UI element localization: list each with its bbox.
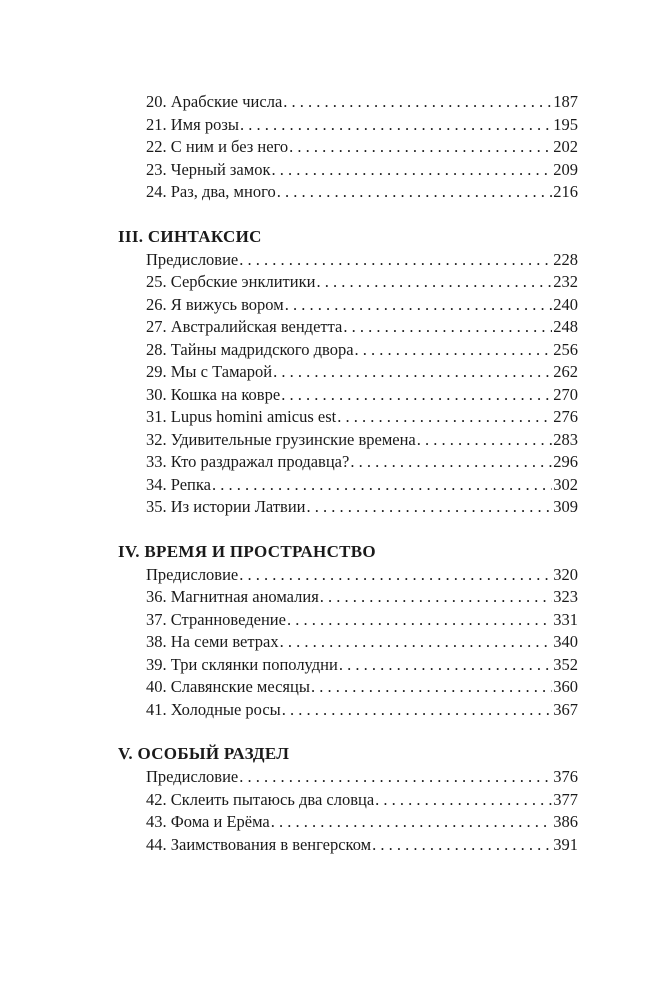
leader-dots (281, 384, 552, 407)
entry-title: 38. На семи ветрах (146, 632, 279, 651)
toc-entry[interactable] (146, 811, 578, 834)
leader-dots (343, 316, 552, 339)
entry-title: 23. Черный замок (146, 159, 271, 179)
section-special (118, 742, 578, 856)
page-number: 270 (553, 384, 578, 404)
toc-entry[interactable] (146, 339, 578, 362)
toc-entry[interactable] (146, 294, 578, 317)
page-number: 391 (553, 834, 578, 854)
toc-entry[interactable] (146, 249, 578, 272)
page-number: 256 (553, 339, 578, 359)
toc-entry[interactable] (146, 136, 578, 159)
page-number: 262 (553, 362, 578, 381)
page-number: 209 (553, 159, 578, 179)
leader-dots (375, 789, 552, 812)
toc-entry[interactable] (146, 361, 578, 384)
page-number: 340 (553, 632, 578, 651)
toc-entry[interactable] (146, 406, 578, 429)
leader-dots (273, 361, 552, 384)
page-number: 232 (553, 272, 578, 291)
leader-dots (355, 339, 553, 362)
toc-entry[interactable] (146, 181, 578, 204)
leader-dots (307, 496, 553, 519)
leader-dots (417, 429, 552, 452)
page-number: 195 (553, 114, 578, 134)
page-number: 248 (553, 317, 578, 336)
page-number: 187 (553, 92, 578, 111)
entry-title: Предисловие (146, 564, 239, 584)
toc-entry[interactable] (146, 451, 578, 474)
leader-dots (350, 451, 552, 474)
section-heading[interactable]: V. ОСОБЫЙ РАЗДЕЛ (118, 744, 290, 763)
toc-entry[interactable] (146, 91, 578, 114)
toc-entry[interactable] (146, 609, 578, 632)
page-number: 377 (553, 789, 578, 809)
page-number: 240 (553, 294, 578, 314)
leader-dots (239, 766, 552, 789)
toc-entry[interactable] (146, 496, 578, 519)
section-syntax (118, 225, 578, 519)
leader-dots (289, 136, 552, 159)
entry-title: 34. Репка (146, 474, 211, 494)
page-number: 228 (553, 249, 578, 269)
entry-title: 22. С ним и без него (146, 137, 289, 156)
entry-title: 25. Сербские энклитики (146, 272, 316, 291)
page-number: 320 (553, 564, 578, 584)
entry-title: 43. Фома и Ерёма (146, 812, 270, 831)
toc-entry[interactable] (146, 586, 578, 609)
leader-dots (285, 294, 553, 317)
page-number: 376 (553, 767, 578, 786)
toc-entry[interactable] (146, 766, 578, 789)
toc-entry[interactable] (146, 676, 578, 699)
entry-title: 35. Из истории Латвии (146, 497, 306, 516)
toc-entry[interactable] (146, 271, 578, 294)
page-number: 276 (553, 407, 578, 426)
entry-title: 24. Раз, два, много (146, 182, 276, 201)
toc-entry[interactable] (146, 114, 578, 137)
entry-title: 31. Lupus homini amicus est (146, 407, 337, 426)
toc-entry[interactable] (146, 429, 578, 452)
leader-dots (212, 474, 552, 497)
entry-title: 39. Три склянки пополудни (146, 654, 338, 674)
page-number: 367 (553, 699, 578, 719)
entry-title: 44. Заимствования в венгерском (146, 834, 372, 854)
section-gap (118, 721, 578, 742)
page-number: 323 (553, 587, 578, 606)
entry-title: 37. Странноведение (146, 609, 286, 629)
page-number: 331 (553, 609, 578, 629)
section-gap (118, 519, 578, 540)
leader-dots (280, 631, 553, 654)
leader-dots (239, 249, 552, 272)
leader-dots (316, 271, 552, 294)
page-number: 302 (553, 474, 578, 494)
leader-dots (339, 654, 552, 677)
entry-title: 36. Магнитная аномалия (146, 587, 319, 606)
leader-dots (240, 114, 552, 137)
page-number: 296 (553, 452, 578, 471)
leader-dots (287, 609, 552, 632)
entry-title: 21. Имя розы (146, 114, 239, 134)
section-continued (118, 91, 578, 204)
leader-dots (282, 699, 553, 722)
page-number: 360 (553, 677, 578, 696)
leader-dots (311, 676, 552, 699)
entry-title: 28. Тайны мадридского двора (146, 339, 354, 359)
page-number: 309 (553, 497, 578, 516)
page-number: 352 (553, 654, 578, 674)
toc-entry[interactable] (146, 789, 578, 812)
leader-dots (271, 811, 552, 834)
table-of-contents (118, 91, 578, 856)
leader-dots (277, 181, 553, 204)
entry-title: 41. Холодные росы (146, 699, 281, 719)
leader-dots (239, 564, 552, 587)
leader-dots (320, 586, 552, 609)
section-time-space (118, 540, 578, 722)
leader-dots (372, 834, 552, 857)
page-number: 202 (553, 137, 578, 156)
toc-entry[interactable] (146, 316, 578, 339)
entry-title: 32. Удивительные грузинские времена (146, 429, 416, 449)
entry-title: 20. Арабские числа (146, 92, 283, 111)
entry-title: 27. Австралийская вендетта (146, 317, 343, 336)
entry-title: 29. Мы с Тамарой (146, 362, 273, 381)
toc-entry[interactable] (146, 699, 578, 722)
section-heading[interactable]: IV. ВРЕМЯ И ПРОСТРАНСТВО (118, 541, 376, 561)
toc-entry[interactable] (146, 564, 578, 587)
page-number: 386 (553, 812, 578, 831)
toc-entry[interactable] (146, 654, 578, 677)
toc-entry[interactable] (146, 159, 578, 182)
leader-dots (271, 159, 552, 182)
page-number: 283 (553, 429, 578, 449)
section-heading[interactable]: III. СИНТАКСИС (118, 226, 262, 246)
toc-entry[interactable] (146, 834, 578, 857)
entry-title: 42. Склеить пытаюсь два словца (146, 789, 375, 809)
toc-entry[interactable] (146, 631, 578, 654)
entry-title: 26. Я вижусь вором (146, 294, 284, 314)
page-number: 216 (553, 182, 578, 201)
entry-title: 40. Славянские месяцы (146, 677, 310, 696)
leader-dots (337, 406, 552, 429)
entry-title: Предисловие (146, 249, 239, 269)
toc-entry[interactable] (146, 384, 578, 407)
leader-dots (283, 91, 552, 114)
entry-title: 33. Кто раздражал продавца? (146, 452, 350, 471)
entry-title: Предисловие (146, 767, 239, 786)
entry-title: 30. Кошка на ковре (146, 384, 281, 404)
section-gap (118, 204, 578, 225)
toc-entry[interactable] (146, 474, 578, 497)
